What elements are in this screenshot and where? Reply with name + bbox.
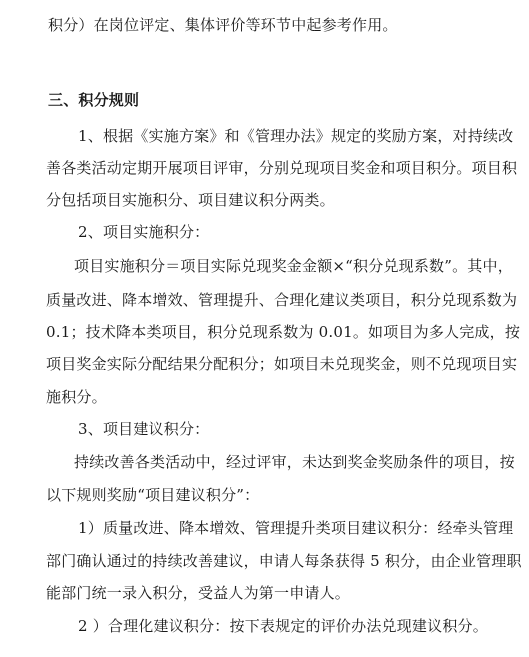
paragraph-line-9: 0.1；技术降本类项目，积分兑现系数为 0.01。如项目为多人完成，按 (46, 323, 521, 341)
paragraph-line-11: 施积分。 (46, 388, 107, 406)
paragraph-line-7: 项目实施积分＝项目实际兑现奖金金额×“积分兑现系数”。其中， (74, 257, 513, 275)
paragraph-line-18: 2 ）合理化建议积分：按下表规定的评价办法兑现建议积分。 (78, 617, 488, 635)
paragraph-line-8: 质量改进、降本增效、管理提升、合理化建议类项目，积分兑现系数为 (46, 291, 518, 309)
paragraph-line-14: 以下规则奖励“项目建议积分”： (46, 486, 260, 504)
paragraph-line-17: 能部门统一录入积分，受益人为第一申请人。 (46, 584, 351, 602)
paragraph-line-4: 善各类活动定期开展项目评审，分别兑现项目奖金和项目积分。项目积 (46, 159, 518, 177)
paragraph-line-3: 1、根据《实施方案》和《管理办法》规定的奖励方案，对持续改 (78, 127, 514, 145)
paragraph-line-16: 部门确认通过的持续改善建议，申请人每条获得 5 积分，由企业管理职 (46, 552, 522, 570)
paragraph-line-1: 积分）在岗位评定、集体评价等环节中起参考作用。 (48, 16, 398, 34)
paragraph-line-15: 1）质量改进、降本增效、管理提升类项目建议积分：经牵头管理 (78, 519, 514, 537)
subheading-project-suggestion: 3、项目建议积分： (78, 420, 210, 438)
paragraph-line-5: 分包括项目实施积分、项目建议积分两类。 (46, 191, 335, 209)
paragraph-line-10: 项目奖金实际分配结果分配积分；如项目未兑现奖金，则不兑现项目实 (46, 355, 518, 373)
section-heading-scoring-rules: 三、积分规则 (48, 91, 140, 109)
paragraph-line-13: 持续改善各类活动中，经过评审，未达到奖金奖励条件的项目，按 (74, 453, 515, 471)
subheading-project-implementation: 2、项目实施积分： (78, 223, 210, 241)
